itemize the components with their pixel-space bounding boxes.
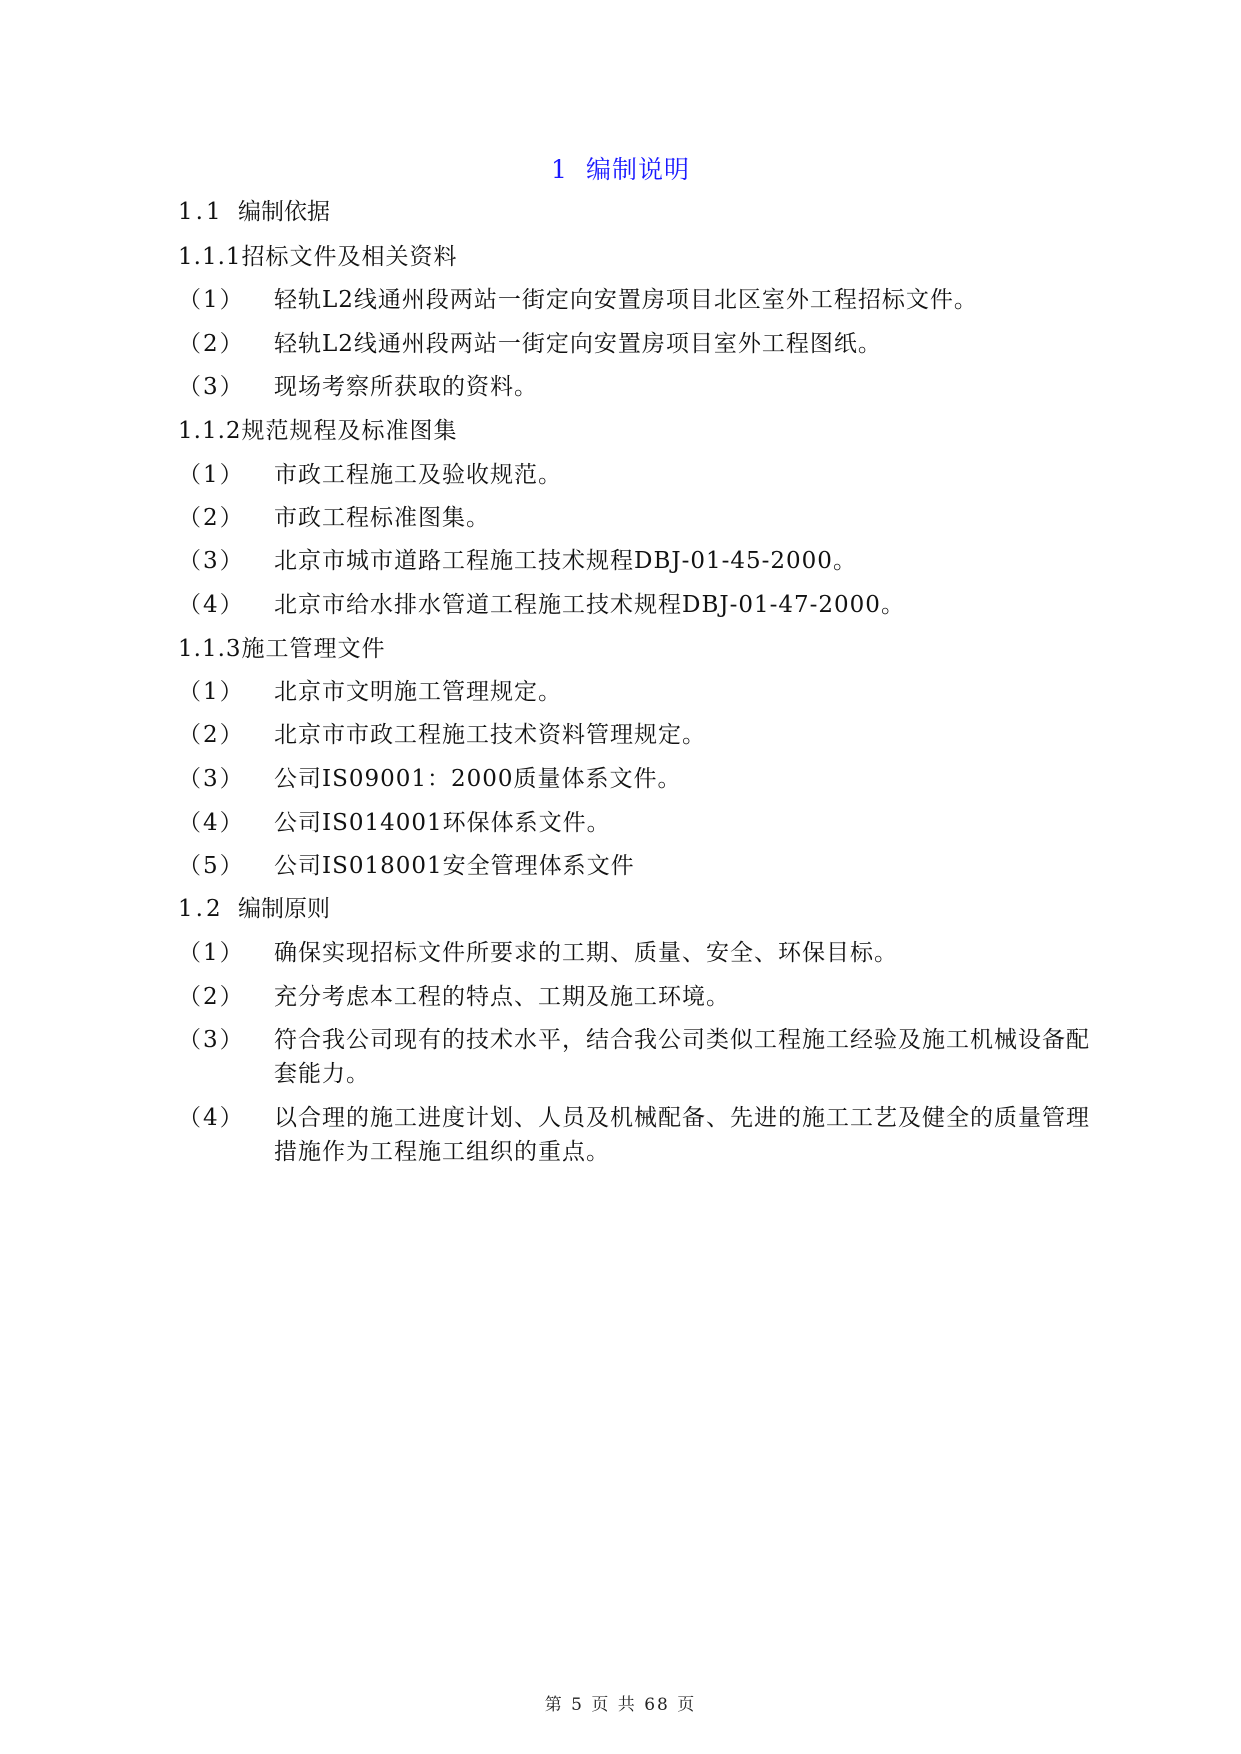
list-item <box>178 370 1098 404</box>
item-number: （1） <box>178 462 245 488</box>
list-item <box>178 849 1098 883</box>
list-item <box>178 501 1098 535</box>
list-item <box>178 762 1098 796</box>
section-number: 1.1 <box>178 199 224 225</box>
section-1-1-2-heading: 1.1.2规范规程及标准图集 <box>178 418 458 444</box>
item-number: （3） <box>178 548 245 574</box>
item-text: 符合我公司现有的技术水平，结合我公司类似工程施工经验及施工机械设备配套能力。 <box>274 1027 1090 1087</box>
item-number: （1） <box>178 940 245 966</box>
item-number: （2） <box>178 331 245 357</box>
item-text: 公司IS014001环保体系文件。 <box>274 810 611 836</box>
item-text: 北京市给水排水管道工程施工技术规程DBJ-01-47-2000。 <box>274 592 905 618</box>
page-footer: 第 5 页 共 68 页 <box>544 1695 697 1715</box>
list-item <box>178 458 1098 492</box>
item-text: 充分考虑本工程的特点、工期及施工环境。 <box>274 984 730 1010</box>
section-title: 编制依据 <box>238 199 330 225</box>
item-text: 轻轨L2线通州段两站一街定向安置房项目室外工程图纸。 <box>274 331 882 357</box>
item-text: 轻轨L2线通州段两站一街定向安置房项目北区室外工程招标文件。 <box>274 287 978 313</box>
item-text: 市政工程施工及验收规范。 <box>274 462 562 488</box>
list-item <box>178 588 1098 622</box>
item-text: 公司IS018001安全管理体系文件 <box>274 853 635 879</box>
item-number: （3） <box>178 766 245 792</box>
list-item <box>178 544 1098 578</box>
chapter-title-text: 编制说明 <box>585 155 690 184</box>
item-text: 以合理的施工进度计划、人员及机械配备、先进的施工工艺及健全的质量管理措施作为工程施工组织的重点。 <box>274 1105 1090 1165</box>
list-item <box>178 327 1098 361</box>
item-text: 北京市市政工程施工技术资料管理规定。 <box>274 722 706 748</box>
item-number: （3） <box>178 374 245 400</box>
item-text: 现场考察所获取的资料。 <box>274 374 538 400</box>
item-number: （2） <box>178 984 245 1010</box>
item-number: （3） <box>178 1027 245 1053</box>
section-1-1-3-heading: 1.1.3施工管理文件 <box>178 636 386 662</box>
list-item <box>178 1101 1098 1169</box>
list-item <box>178 936 1098 970</box>
section-title: 编制原则 <box>238 896 330 922</box>
item-text: 北京市城市道路工程施工技术规程DBJ-01-45-2000。 <box>274 548 857 574</box>
item-number: （1） <box>178 287 245 313</box>
item-number: （2） <box>178 722 245 748</box>
item-text: 北京市文明施工管理规定。 <box>274 679 562 705</box>
list-item <box>178 283 1098 317</box>
item-number: （4） <box>178 810 245 836</box>
list-item <box>178 980 1098 1014</box>
item-text: 确保实现招标文件所要求的工期、质量、安全、环保目标。 <box>274 940 898 966</box>
item-number: （1） <box>178 679 245 705</box>
section-1-1-1-heading: 1.1.1招标文件及相关资料 <box>178 244 458 270</box>
list-item <box>178 806 1098 840</box>
item-number: （5） <box>178 853 245 879</box>
section-1-2-heading <box>178 892 330 926</box>
section-number: 1.2 <box>178 896 224 922</box>
list-item <box>178 1023 1098 1091</box>
list-item <box>178 718 1098 752</box>
item-text: 公司IS09001：2000质量体系文件。 <box>274 766 682 792</box>
item-number: （4） <box>178 592 245 618</box>
section-1-1-heading <box>178 195 330 229</box>
item-number: （2） <box>178 505 245 531</box>
item-number: （4） <box>178 1105 245 1131</box>
item-text: 市政工程标准图集。 <box>274 505 490 531</box>
chapter-title <box>0 150 1241 186</box>
list-item <box>178 675 1098 709</box>
chapter-number: 1 <box>551 155 568 184</box>
